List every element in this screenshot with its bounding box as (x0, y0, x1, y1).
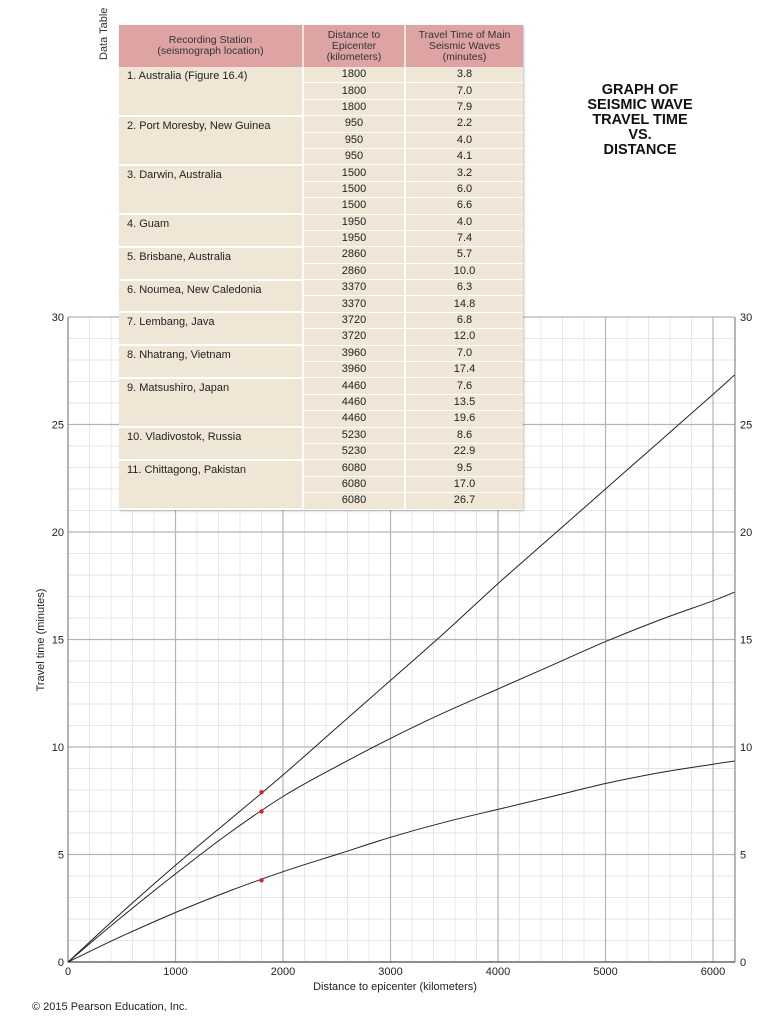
distance-cell: 3960 (303, 362, 405, 378)
y-tick-label-left: 30 (51, 312, 64, 324)
travel-time-cell: 6.0 (405, 181, 523, 197)
data-table-grid (119, 25, 523, 510)
distance-cell: 1950 (303, 230, 405, 246)
table-header-row (119, 25, 523, 67)
travel-time-cell: 10.0 (405, 263, 523, 279)
travel-time-cell: 6.8 (405, 312, 523, 328)
copyright: © 2015 Pearson Education, Inc. (32, 1001, 188, 1013)
travel-time-cell: 3.8 (405, 67, 523, 83)
table-row (119, 165, 523, 181)
distance-cell: 1500 (303, 181, 405, 197)
station-name: 8. Nhatrang, Vietnam (119, 345, 303, 378)
travel-time-cell: 12.0 (405, 329, 523, 345)
travel-time-cell: 8.6 (405, 427, 523, 443)
y-tick-labels-right (740, 312, 752, 969)
header-travel-time: Travel Time of Main Seismic Waves (minutes) (405, 25, 523, 67)
table-row (119, 247, 523, 263)
distance-cell: 1800 (303, 67, 405, 83)
header-station: Recording Station (seismograph location) (119, 25, 303, 67)
table-row (119, 312, 523, 328)
distance-cell: 4460 (303, 394, 405, 410)
x-axis-label: Distance to epicenter (kilometers) (313, 981, 477, 993)
distance-cell: 2860 (303, 247, 405, 263)
distance-cell: 3960 (303, 345, 405, 361)
travel-time-cell: 4.0 (405, 132, 523, 148)
y-tick-labels-left (52, 312, 64, 969)
station-name: 7. Lembang, Java (119, 312, 303, 345)
travel-time-cell: 26.7 (405, 493, 523, 509)
distance-cell: 950 (303, 148, 405, 164)
distance-cell: 1800 (303, 83, 405, 99)
y-tick-label-right: 5 (740, 849, 747, 862)
y-tick-label-right: 0 (740, 957, 747, 969)
distance-cell: 950 (303, 116, 405, 132)
y-tick-label-left: 10 (51, 742, 64, 754)
station-name: 3. Darwin, Australia (119, 165, 303, 214)
travel-time-cell: 13.5 (405, 394, 523, 410)
travel-time-cell: 19.6 (405, 411, 523, 427)
y-tick-label-right: 15 (740, 634, 753, 647)
distance-cell: 6080 (303, 476, 405, 492)
data-point (259, 878, 263, 882)
x-tick-label: 3000 (378, 966, 403, 978)
travel-time-cell: 7.4 (405, 230, 523, 246)
distance-cell: 4460 (303, 378, 405, 394)
y-tick-label-right: 10 (740, 742, 753, 754)
data-point (259, 809, 263, 813)
y-axis-label: Travel time (minutes) (35, 588, 47, 692)
y-tick-label-left: 20 (51, 527, 64, 539)
travel-time-cell: 3.2 (405, 165, 523, 181)
table-row (119, 378, 523, 394)
graph-title-line: SEISMIC WAVE (587, 97, 693, 113)
station-name: 4. Guam (119, 214, 303, 247)
distance-cell: 1800 (303, 99, 405, 115)
distance-cell: 6080 (303, 460, 405, 476)
travel-time-cell: 6.6 (405, 198, 523, 214)
distance-cell: 6080 (303, 493, 405, 509)
distance-cell: 5230 (303, 443, 405, 459)
distance-cell: 4460 (303, 411, 405, 427)
header-distance: Distance to Epicenter (kilometers) (303, 25, 405, 67)
distance-cell: 3720 (303, 312, 405, 328)
travel-time-cell: 7.0 (405, 345, 523, 361)
distance-cell: 5230 (303, 427, 405, 443)
table-row (119, 345, 523, 361)
travel-time-cell: 7.6 (405, 378, 523, 394)
distance-cell: 1500 (303, 165, 405, 181)
travel-time-cell: 7.9 (405, 99, 523, 115)
graph-title-line: TRAVEL TIME (592, 112, 688, 128)
table-side-label: Data Table (98, 7, 110, 60)
x-tick-label: 5000 (593, 966, 618, 978)
y-tick-label-left: 5 (57, 849, 64, 862)
station-name: 9. Matsushiro, Japan (119, 378, 303, 427)
travel-time-cell: 17.4 (405, 362, 523, 378)
graph-title (560, 83, 720, 158)
y-tick-label-left: 0 (57, 957, 64, 969)
y-tick-label-left: 25 (51, 419, 64, 432)
x-tick-label: 6000 (700, 966, 726, 978)
distance-cell: 3370 (303, 280, 405, 296)
distance-cell: 2860 (303, 263, 405, 279)
y-tick-label-right: 20 (740, 527, 753, 539)
travel-time-cell: 5.7 (405, 247, 523, 263)
travel-time-cell: 7.0 (405, 83, 523, 99)
station-name: 6. Noumea, New Caledonia (119, 280, 303, 313)
x-tick-label: 2000 (270, 966, 296, 978)
graph-title-line: VS. (628, 127, 652, 143)
distance-cell: 950 (303, 132, 405, 148)
distance-cell: 1950 (303, 214, 405, 230)
station-name: 1. Australia (Figure 16.4) (119, 67, 303, 116)
table-row (119, 427, 523, 443)
travel-time-cell: 4.1 (405, 148, 523, 164)
distance-cell: 3370 (303, 296, 405, 312)
table-row (119, 214, 523, 230)
travel-time-cell: 4.0 (405, 214, 523, 230)
travel-time-cell: 17.0 (405, 476, 523, 492)
y-tick-label-right: 25 (740, 419, 753, 432)
x-tick-labels (65, 966, 725, 978)
station-name: 2. Port Moresby, New Guinea (119, 116, 303, 165)
x-tick-label: 4000 (485, 966, 511, 978)
x-tick-label: 1000 (163, 966, 188, 978)
distance-cell: 1500 (303, 198, 405, 214)
graph-title-line: GRAPH OF (601, 82, 679, 98)
station-name: 5. Brisbane, Australia (119, 247, 303, 280)
travel-time-cell: 14.8 (405, 296, 523, 312)
travel-time-cell: 2.2 (405, 116, 523, 132)
travel-time-cell: 9.5 (405, 460, 523, 476)
table-row (119, 460, 523, 476)
table-row (119, 280, 523, 296)
table-row (119, 67, 523, 83)
station-name: 11. Chittagong, Pakistan (119, 460, 303, 509)
data-point (259, 790, 263, 794)
table-row (119, 116, 523, 132)
travel-time-cell: 22.9 (405, 443, 523, 459)
x-tick-label: 0 (64, 966, 72, 978)
lower-curve (68, 761, 735, 962)
y-tick-label-right: 30 (740, 312, 753, 324)
travel-time-cell: 6.3 (405, 280, 523, 296)
distance-cell: 3720 (303, 329, 405, 345)
station-name: 10. Vladivostok, Russia (119, 427, 303, 460)
data-table (119, 25, 523, 510)
graph-title-line: DISTANCE (603, 142, 677, 158)
y-tick-label-left: 15 (51, 634, 64, 647)
